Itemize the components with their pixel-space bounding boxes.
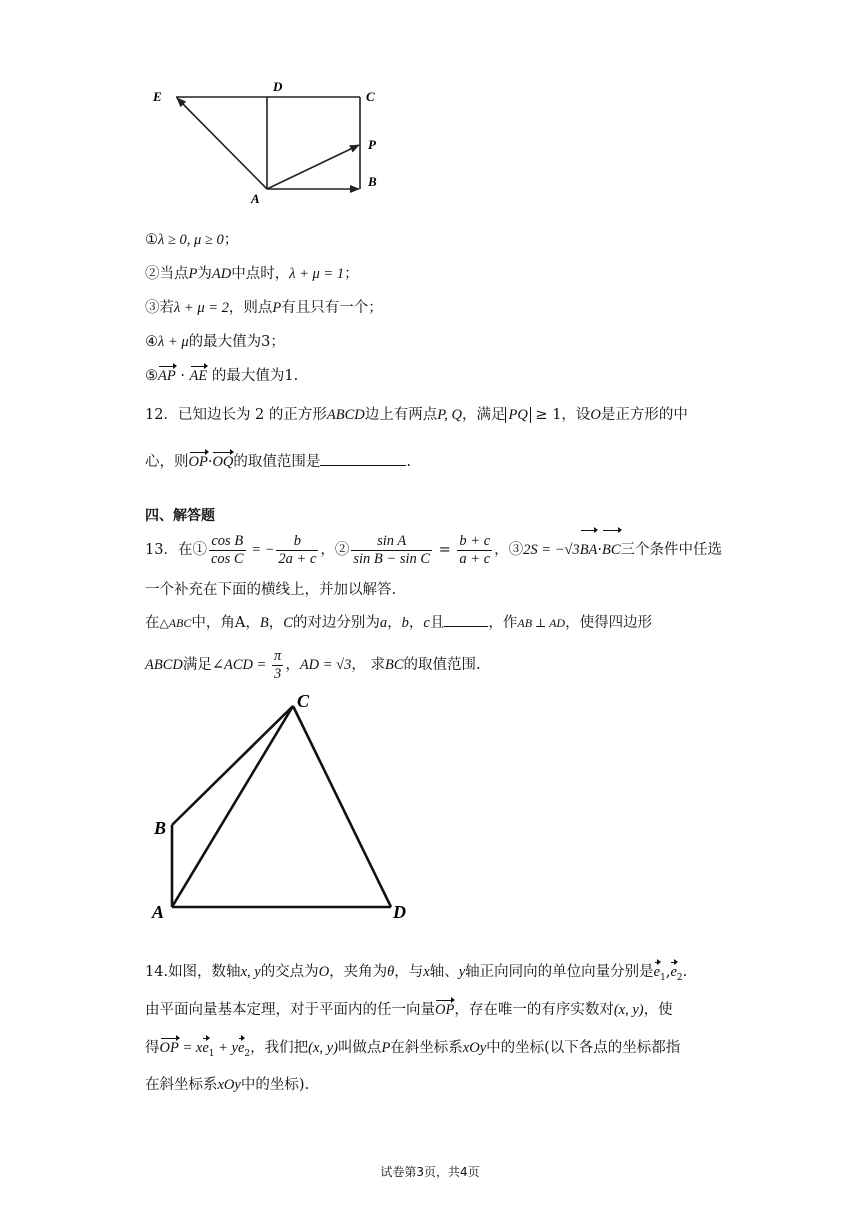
- figure-quadrilateral: [145, 688, 435, 928]
- q13-line-1: 13．在① $\frac{\text{cos B}}{\text{cos C}}$ = − $\frac{b}{2a + c}$ ，② $\frac{\text{sin A}}{\text{sin B − sin C}}$ = $\frac{b + c}{a + c}$ ，③2S = −√3BA·BC三个条件中任选: [145, 530, 722, 570]
- item-4: ④λ + μ的最大值为3；: [145, 334, 285, 350]
- label-b: B: [154, 818, 167, 838]
- label-d: D: [393, 902, 406, 922]
- label-b: B: [368, 174, 377, 189]
- item-2: ②当点P为AD中点时，λ + μ = 1；: [145, 266, 359, 282]
- label-d: D: [273, 79, 283, 94]
- vector-ae: [177, 98, 267, 189]
- label-c: C: [297, 691, 310, 711]
- label-a: A: [251, 191, 260, 206]
- page-footer: 试卷第3页，共4页: [380, 1165, 480, 1179]
- item-5: ⑤AP · AE 的最大值为1.: [145, 368, 299, 384]
- q13-line-4: ABCD满足∠ACD = $\frac{\pi}{3}$ ，AD = √3， 求BC的取值范围.: [145, 647, 481, 682]
- q14-line-2: 由平面向量基本定理，对于平面内的任一向量OP，存在唯一的有序实数对(x, y)，使: [145, 1002, 673, 1018]
- vector-ap: [267, 145, 359, 189]
- label-e: E: [153, 89, 162, 104]
- q13-line-3: 在△ABC中，角A，B，C的对边分别为a，b，c且 ，作AB ⊥ AD，使得四边形: [145, 612, 652, 633]
- condition-blank[interactable]: [444, 612, 488, 627]
- q14-line-1: 14.如图，数轴x, y的交点为O，夹角为θ，与x轴、y轴正向同向的单位向量分别是$e_1,e_2$.: [145, 964, 688, 983]
- q12-line-1: 12．已知边长为 2 的正方形ABCD边上有两点P, Q，满足 PQ ≥ 1，设O是正方形的中: [145, 407, 688, 423]
- item-1: ①λ ≥ 0, μ ≥ 0；: [145, 232, 239, 248]
- figure-vector-diagram: [140, 70, 400, 210]
- q14-line-4: 在斜坐标系xOy中的坐标).: [145, 1077, 310, 1093]
- answer-blank[interactable]: [320, 451, 406, 466]
- q13-line-2: 一个补充在下面的横线上，并加以解答.: [145, 582, 397, 598]
- section-heading: 四、解答题: [145, 508, 215, 524]
- item-3: ③若λ + μ = 2，则点P有且只有一个；: [145, 300, 383, 316]
- label-a: A: [152, 902, 165, 922]
- label-c: C: [366, 89, 375, 104]
- q14-line-3: 得OP = $xe_1 + ye_2$，我们把(x, y)叫做点P在斜坐标系xOy中的坐标(以下各点的坐标都指: [145, 1040, 681, 1059]
- label-p: P: [368, 137, 376, 152]
- segment-cd: [293, 706, 391, 907]
- q12-line-2: 心，则OP·OQ的取值范围是 .: [145, 451, 411, 472]
